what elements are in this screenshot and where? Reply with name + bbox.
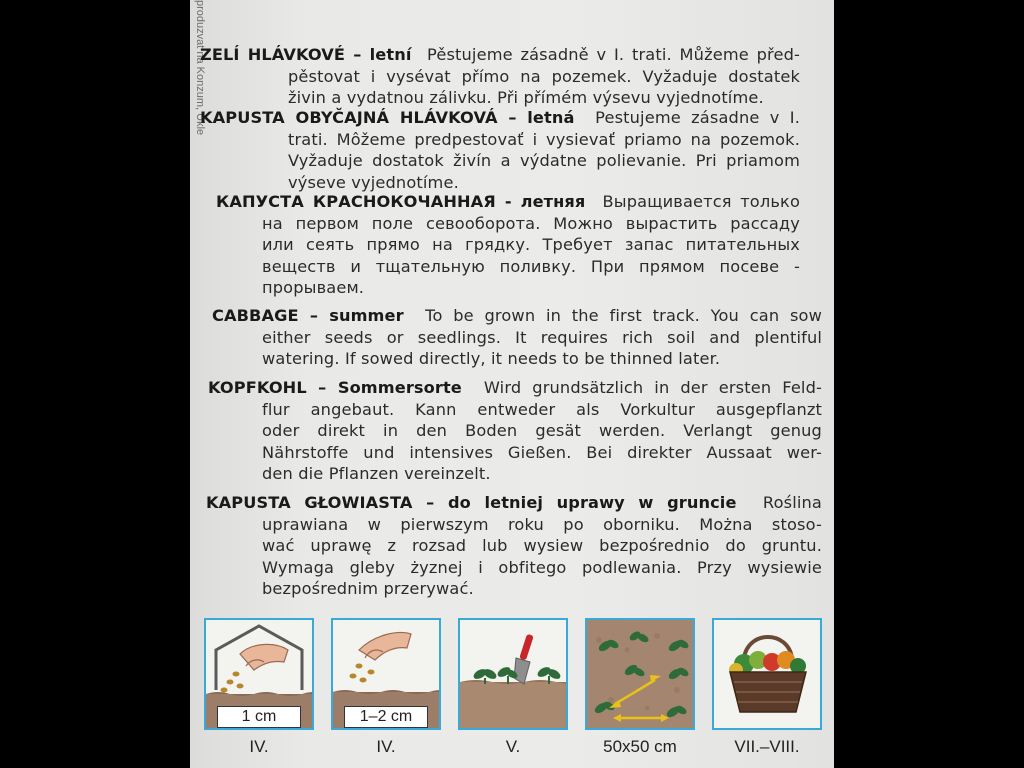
text-line: výseve vyjednotíme.	[288, 172, 459, 192]
text-line: прорываем.	[262, 278, 365, 297]
heading-slovak: KAPUSTA OBYČAJNÁ HLÁVKOVÁ – letná	[200, 108, 575, 127]
pictogram-tile	[204, 618, 314, 730]
paragraph-english	[200, 305, 822, 370]
planting-month-caption: V.	[505, 737, 521, 756]
text-line: uprawiana w pierwszym roku po oborniku. Można stoso-	[262, 514, 822, 534]
text-line: either seeds or seedlings. It requires rich soil and plentiful	[262, 327, 822, 347]
pictogram-row	[204, 618, 824, 768]
text-line: wać uprawę z rozsad lub wysiew bezpośrednio do gruntu.	[262, 536, 822, 555]
text-line: Wird grundsätzlich in der ersten Feld-	[483, 378, 822, 397]
sowing-depth-label: 1 cm	[217, 706, 301, 728]
text-line: Roślina	[762, 493, 822, 512]
heading-polish: KAPUSTA GŁOWIASTA – do letniej uprawy w gruncie	[206, 493, 737, 512]
heading-german: KOPFKOHL – Sommersorte	[208, 378, 462, 397]
text-line: Vyžaduje dostatok živín a výdatne polievanie. Pri priamom	[288, 151, 800, 170]
paragraph-russian	[200, 191, 800, 299]
sowing-month-caption: IV.	[376, 737, 396, 756]
text-line: Выращивается только	[602, 192, 801, 211]
seed-packet-back	[190, 0, 834, 768]
paragraph-czech	[200, 44, 800, 109]
harvest-basket-icon	[714, 620, 820, 728]
paragraph-polish	[200, 492, 822, 600]
paragraph-german	[200, 377, 822, 485]
text-line: на первом поле севооборота. Можно вырастить рассаду	[262, 213, 800, 233]
text-line: Wymaga gleby żyznej i obfitego podlewania. Przy wysiewie	[262, 557, 822, 577]
text-line: bezpośrednim przerywać.	[262, 579, 474, 598]
sowing-month-caption: IV.	[249, 737, 269, 756]
plant-spacing-icon	[587, 620, 693, 728]
harvest-month-caption: VII.–VIII.	[734, 737, 800, 756]
text-line: pěstovat i vysévat přímo na pozemek. Vyžaduje dostatek	[288, 66, 800, 86]
spacing-caption: 50x50 cm	[603, 737, 677, 756]
pictogram-tile	[712, 618, 822, 730]
pictogram-tile	[458, 618, 568, 730]
paragraph-slovak	[200, 107, 800, 193]
heading-english: CABBAGE – summer	[212, 306, 404, 325]
text-line: Nährstoffe und intensives Gießen. Bei direkter Aussaat wer-	[262, 442, 822, 462]
transplanting-trowel-icon	[460, 620, 566, 728]
text-line: flur angebaut. Kann entweder als Vorkultur ausgepflanzt	[262, 399, 822, 419]
text-line: watering. If sowed directly, it needs to be thinned later.	[262, 349, 721, 368]
text-line: oder direkt in den Boden gesät werden. Verlangt genug	[262, 421, 822, 440]
text-line: den die Pflanzen vereinzelt.	[262, 464, 491, 483]
text-line: или сеять прямо на грядку. Требует запас питательных	[262, 235, 800, 254]
pictogram-tile	[585, 618, 695, 730]
pictogram-tile	[331, 618, 441, 730]
sowing-depth-label: 1–2 cm	[344, 706, 428, 728]
heading-russian: КАПУСТА КРАСНОКОЧАННАЯ - летняя	[216, 192, 586, 211]
text-line: trati. Môžeme predpestovať i vysievať priamo na pozemok.	[288, 129, 800, 149]
text-line: živin a vydatnou zálivku. Při přímém výsevu vyjednotíme.	[288, 88, 764, 107]
text-line: Pěstujeme zásadně v I. trati. Můžeme před-	[427, 45, 801, 64]
text-line: To be grown in the first track. You can sow	[425, 306, 822, 325]
text-line: веществ и тщательную поливку. При прямом посеве -	[262, 256, 800, 276]
heading-czech: ZELÍ HLÁVKOVÉ – letní	[200, 45, 412, 64]
text-line: Pestujeme zásadne v I.	[595, 108, 801, 127]
side-print-text: produzvat na Konzum, Ukle	[194, 0, 206, 136]
